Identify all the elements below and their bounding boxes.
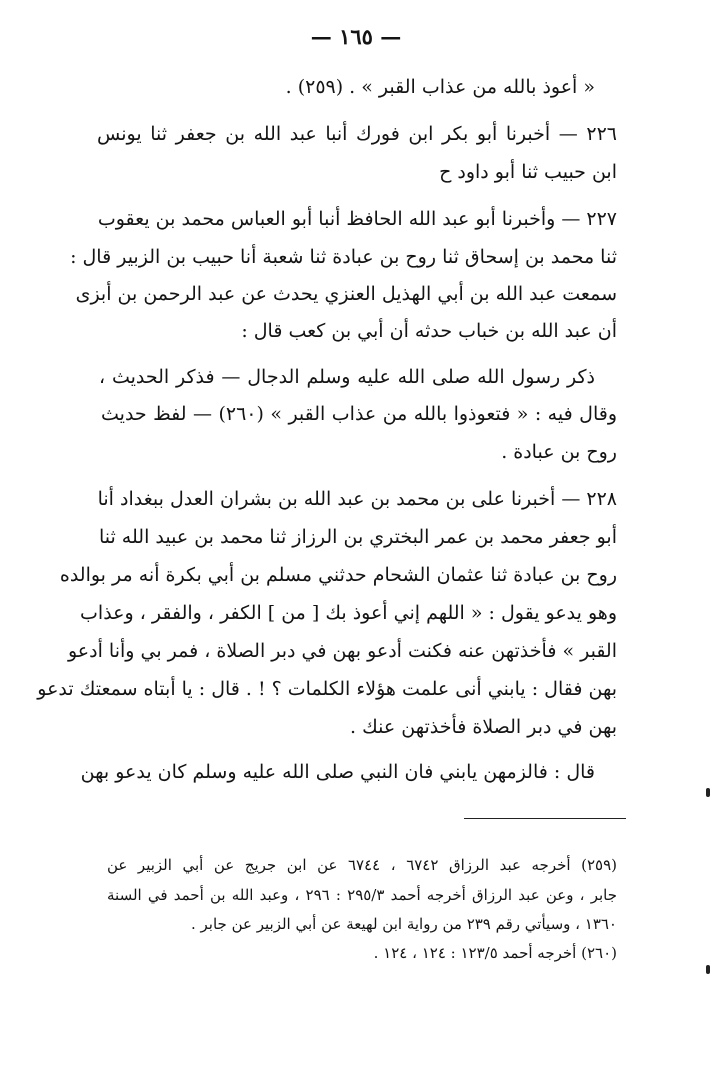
footnote-line: جابر ، وعن عبد الرزاق أخرجه أحمد ٢٩٥/٣ : ٢٩٦ ، وعبد الله بن أحمد في السنة — [107, 886, 617, 904]
body-line: أن عبد الله بن خباب حدثه أن أبي بن كعب قال : — [241, 320, 617, 342]
body-line: بهن فقال : يابني أنى علمت هؤلاء الكلمات ؟ ! . قال : يا أبتاه سمعتك تدعو — [37, 678, 617, 700]
body-line: ابن حبيب ثنا أبو داود ح — [439, 161, 617, 183]
body-line: ذكر رسول الله صلى الله عليه وسلم الدجال — فذكر الحديث ، — [99, 366, 595, 388]
body-line: بهن في دبر الصلاة فأخذتهن عنك . — [350, 716, 617, 738]
body-line: سمعت عبد الله بن أبي الهذيل العنزي يحدث عن عبد الرحمن بن أبزى — [75, 283, 617, 305]
body-line: ثنا محمد بن إسحاق ثنا روح بن عبادة ثنا شعبة أنا حبيب بن الزبير قال : — [70, 246, 617, 268]
body-line: القبر » فأخذتهن عنه فكنت أدعو بهن في دبر الصلاة ، فمر بي وأنا أدعو — [67, 640, 617, 662]
footnote-line: (٢٦٠) أخرجه أحمد ١٢٣/٥ : ١٢٤ ، ١٢٤ . — [373, 944, 617, 962]
body-line: وقال فيه : « فتعوذوا بالله من عذاب القبر » (٢٦٠) — لفظ حديث — [101, 403, 617, 425]
body-line: ٢٢٧ — وأخبرنا أبو عبد الله الحافظ أنبا أبو العباس محمد بن يعقوب — [97, 208, 617, 230]
scan-edge-mark — [706, 965, 710, 974]
body-line: روح بن عبادة ثنا عثمان الشحام حدثني مسلم بن أبي بكرة أنه مر بوالده — [59, 564, 617, 586]
body-line: روح بن عبادة . — [501, 441, 617, 463]
scan-edge-mark — [706, 788, 710, 797]
footnote-separator — [464, 818, 626, 819]
footnote-line: ١٣٦٠ ، وسيأتي رقم ٢٣٩ من رواية ابن لهيعة عن أبي الزبير عن جابر . — [190, 915, 617, 933]
footnote-line: (٢٥٩) أخرجه عبد الرزاق ٦٧٤٢ ، ٦٧٤٤ عن ابن جريج عن أبي الزبير عن — [107, 856, 617, 874]
body-line: أبو جعفر محمد بن عمر البختري بن الرزاز ثنا محمد بن عبيد الله ثنا — [98, 526, 617, 548]
page-number: — ١٦٥ — — [310, 24, 402, 49]
body-line: « أعوذ بالله من عذاب القبر » . (٢٥٩) . — [285, 76, 595, 98]
body-line: ٢٢٨ — أخبرنا على بن محمد بن عبد الله بن بشران العدل ببغداد أنا — [97, 488, 617, 510]
body-line: ٢٢٦ — أخبرنا أبو بكر ابن فورك أنبا عبد الله بن جعفر ثنا يونس — [97, 123, 617, 145]
body-line: قال : فالزمهن يابني فان النبي صلى الله عليه وسلم كان يدعو بهن — [80, 761, 595, 783]
body-line: وهو يدعو يقول : « اللهم إني أعوذ بك [ من ] الكفر ، والفقر ، وعذاب — [80, 602, 617, 624]
